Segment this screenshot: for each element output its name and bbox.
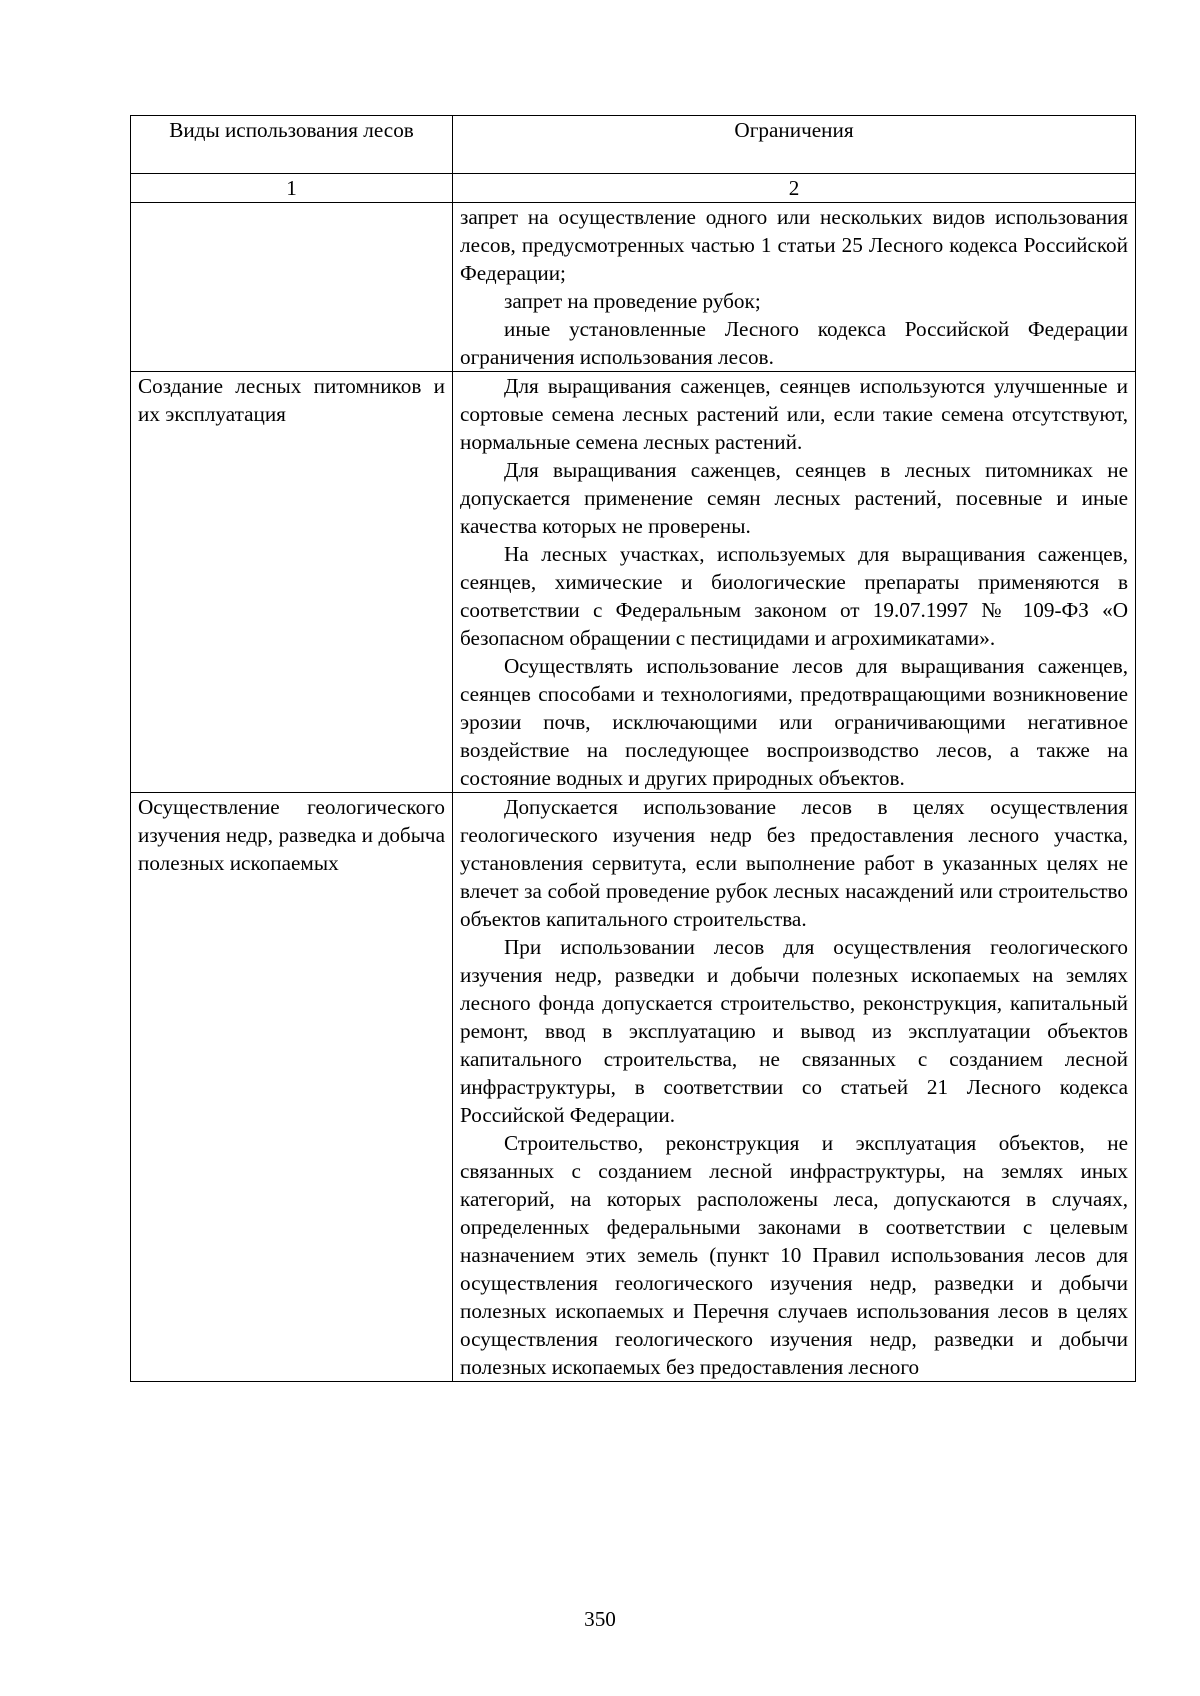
restriction-paragraph: Осуществлять использование лесов для выращивания саженцев, сеянцев способами и технологиями, предотвращающими возникновение эрозии почв, исключающими или ограничивающими негативное воздействие на последующее воспроизводство лесов, а также на состояние водных и других природных объектов. — [460, 654, 1128, 790]
column-number-row — [131, 174, 1136, 203]
restriction-paragraph: Строительство, реконструкция и эксплуатация объектов, не связанных с созданием лесной инфраструктуры, на землях иных категорий, на которых расположены леса, допускаются в случаях, определенных федеральными законами в соответствии с целевым назначением этих земель (пункт 10 Правил использования лесов для осуществления геологического изучения недр, разведки и добычи полезных ископаемых и Перечня случаев использования лесов в целях осуществления геологического изучения недр, разведки и добычи полезных ископаемых без предоставления лесного — [460, 1131, 1128, 1379]
restrictions-cell — [453, 372, 1136, 793]
restrictions-cell — [453, 203, 1136, 372]
forest-use-type-cell — [131, 793, 453, 1382]
restrictions-cell — [453, 793, 1136, 1382]
header-forest-use-types: Виды использования лесов — [131, 116, 453, 174]
table-row — [131, 793, 1136, 1382]
forest-use-type-text: Осуществление геологического изучения недр, разведка и добыча полезных ископаемых — [138, 795, 445, 875]
restriction-paragraph: На лесных участках, используемых для выращивания саженцев, сеянцев, химические и биологические препараты применяются в соответствии с Федеральным законом от 19.07.1997 № 109-ФЗ «О безопасном обращении с пестицидами и агрохимикатами». — [460, 542, 1128, 650]
restriction-paragraph: запрет на осуществление одного или нескольких видов использования лесов, предусмотренных частью 1 статьи 25 Лесного кодекса Российской Федерации; — [460, 205, 1128, 285]
column-number-2: 2 — [453, 174, 1136, 203]
forest-use-type-text: Создание лесных питомников и их эксплуатация — [138, 374, 445, 426]
forest-use-type-cell — [131, 372, 453, 793]
restriction-paragraph: иные установленные Лесного кодекса Российской Федерации ограничения использования лесов. — [460, 317, 1128, 369]
restriction-paragraph: При использовании лесов для осуществления геологического изучения недр, разведки и добычи полезных ископаемых на землях лесного фонда допускается строительство, реконструкция, капитальный ремонт, ввод в эксплуатацию и вывод из эксплуатации объектов капитального строительства, не связанных с созданием лесной инфраструктуры, в соответствии со статьей 21 Лесного кодекса Российской Федерации. — [460, 935, 1128, 1127]
restrictions-table — [130, 115, 1136, 1382]
table-header-row — [131, 116, 1136, 174]
restriction-paragraph: Для выращивания саженцев, сеянцев в лесных питомниках не допускается применение семян лесных растений, посевные и иные качества которых не проверены. — [460, 458, 1128, 538]
restriction-paragraph: Допускается использование лесов в целях осуществления геологического изучения недр без предоставления лесного участка, установления сервитута, если выполнение работ в указанных целях не влечет за собой проведение рубок лесных насаждений или строительство объектов капитального строительства. — [460, 795, 1128, 931]
restriction-paragraph: Для выращивания саженцев, сеянцев используются улучшенные и сортовые семена лесных растений или, если такие семена отсутствуют, нормальные семена лесных растений. — [460, 374, 1128, 454]
forest-use-type-cell — [131, 203, 453, 372]
restriction-paragraph: запрет на проведение рубок; — [504, 289, 761, 313]
page-number: 350 — [584, 1607, 616, 1631]
column-number-1: 1 — [131, 174, 453, 203]
table-row — [131, 372, 1136, 793]
table-row — [131, 203, 1136, 372]
header-restrictions: Ограничения — [453, 116, 1136, 174]
